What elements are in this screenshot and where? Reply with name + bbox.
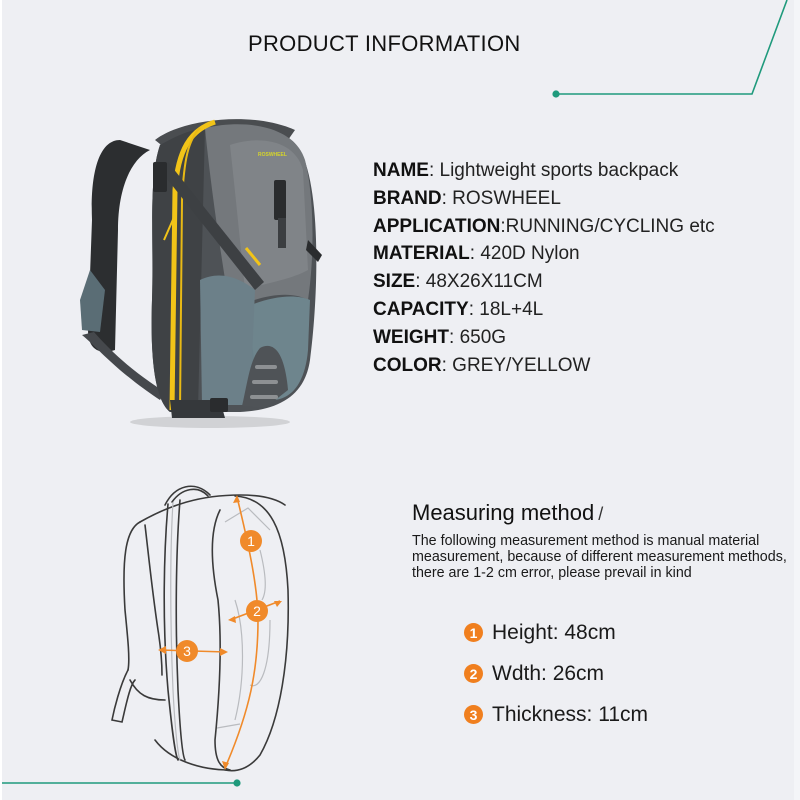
bottom-accent-dot-icon [233,779,240,786]
product-spec-list [373,157,715,379]
diagram-marker-1 [240,530,262,552]
spec-brand: BRAND: ROSWHEEL [373,187,561,209]
spec-application: APPLICATION:RUNNING/CYCLING etc [373,215,715,237]
spec-capacity: CAPACITY: 18L+4L [373,298,544,320]
spec-size: SIZE: 48X26X11CM [373,271,543,293]
measuring-diagram [100,470,320,780]
number-3-icon: 3 [464,705,483,724]
backpack-logo: ROSWHEEL [258,152,287,158]
dimension-height: 1 Height : 48cm [464,612,648,653]
dimension-thickness: 3 Thickness : 11cm [464,694,648,735]
bottom-accent-line [2,779,241,786]
dimension-separator: : [552,620,565,644]
svg-text:2: 2 [253,603,261,619]
number-2-icon: 2 [464,664,483,683]
diagram-marker-2 [246,600,268,622]
measuring-method-description: The following measurement method is manual material measurement, because of different measurement methods, there are 1-2 cm error, please prevail in kind [412,533,787,582]
dimension-separator: : [541,661,553,685]
measuring-method-title: Measuring method / [412,500,604,525]
dimension-separator: : [586,702,599,726]
spec-name: NAME: Lightweight sports backpack [373,160,679,181]
dimension-width: 2 Wdth : 26cm [464,653,648,694]
backpack-product-image [60,100,330,440]
diagram-marker-3 [176,640,198,662]
svg-text:1: 1 [247,533,255,549]
top-accent-dot-icon [552,90,559,97]
spec-material: MATERIAL: 420D Nylon [373,243,580,265]
top-accent-line [552,0,787,98]
number-1-icon: 1 [464,623,483,642]
spec-color: COLOR: GREY/YELLOW [373,354,591,376]
spec-weight: WEIGHT: 650G [373,326,507,348]
dimension-list [464,612,648,735]
svg-text:3: 3 [183,643,191,659]
page-title: PRODUCT INFORMATION [248,31,521,56]
